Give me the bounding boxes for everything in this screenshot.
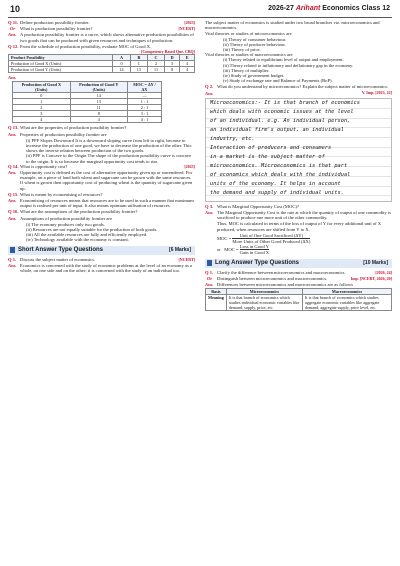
table-cell: —: [127, 93, 161, 99]
answer-13: [8, 132, 195, 137]
table-header-row: [13, 82, 162, 93]
handwritten-line: in a market is the subject matter of: [210, 153, 325, 160]
paragraph: Vital theories or studies of macroeconomics are: [205, 52, 293, 58]
table-cell: 3: [165, 61, 180, 67]
answer-label: Ans.: [205, 210, 214, 216]
formula-numerator: Unit of One Good Sacrificed (ΔY): [232, 233, 310, 239]
answer-14: [8, 170, 195, 191]
answer-text: A production possibility frontier is a curve, which shows alternative production possibilities of two goods that can be produced with given resources and techniques of production.: [20, 32, 194, 43]
answer-point: (ii) Resources are not equally suitable for the production of both goods.: [26, 227, 158, 233]
moc-table: [12, 81, 162, 123]
table-cell: 14: [113, 67, 130, 73]
section-heading-long-answer: [205, 259, 392, 268]
table-header-cell: C: [148, 55, 165, 61]
answer-label: Ans.: [8, 32, 17, 38]
difference-table: [205, 288, 392, 311]
table-cell: 4: [70, 117, 127, 123]
year-tag: [Competency Based Que. CBQ]: [141, 49, 195, 55]
table-header-cell: D: [165, 55, 180, 61]
answer-text: Properties of production possibility frontier are: [20, 131, 107, 137]
question-text: Define production possibility frontier.: [20, 20, 90, 25]
answer-point: (iii) All the available resources are fully and efficiently employed.: [26, 232, 148, 238]
question-15: [8, 192, 195, 197]
table-cell: 8: [70, 111, 127, 117]
list-item: (ii) Theory related to inflationary and deflationary gap in the economy.: [223, 62, 354, 68]
question-number: Q 15.: [8, 191, 19, 197]
moc-formula-alt: [217, 244, 392, 255]
table-header-cell: E: [180, 55, 195, 61]
handwritten-line: Interaction of producers and consumers: [210, 144, 332, 151]
answer-12: [8, 75, 195, 80]
table-cell: Meaning: [206, 295, 227, 311]
table-row: [206, 295, 392, 311]
paragraph: Thus, MOC is calculated in terms of the loss of output of Y for every additional unit of X produced, when resources are shifted from Y to X.: [217, 221, 382, 232]
answer-label: Ans.: [8, 131, 17, 137]
page-header: [0, 0, 400, 20]
moc-formula: [217, 233, 392, 244]
year-tag: Imp. [NCERT, 2026, 20]: [350, 275, 392, 281]
section-title: Long Answer Type Questions: [215, 259, 300, 266]
question-text: What is meant by economising of resources?: [20, 191, 103, 197]
pencil-icon: [207, 260, 212, 266]
table-cell: 3: [13, 111, 71, 117]
question-11: [8, 20, 195, 25]
table-cell: 3 : 1: [127, 111, 161, 117]
table-cell: 4 : 1: [127, 117, 161, 123]
answer-11: [8, 32, 195, 42]
question-number: Q 3.: [205, 203, 214, 209]
table-cell: 2: [148, 61, 165, 67]
year-tag: [NCERT]: [178, 26, 195, 32]
question-text: What is opportunity cost?: [20, 163, 68, 169]
table-cell: 2 : 1: [127, 105, 161, 111]
handwritten-line: units of the economy. It helps in account: [210, 180, 341, 187]
pencil-icon: [10, 247, 15, 253]
handwritten-line: industry, etc.: [210, 135, 255, 142]
handwritten-line: microeconomics. Microeconomics is that part: [210, 162, 348, 169]
question-number: Q 1.: [205, 269, 214, 275]
question-text: What are the assumptions of the production possibility frontier?: [20, 209, 138, 215]
table-cell: 2: [13, 105, 71, 111]
year-tag: [2023]: [184, 20, 195, 25]
list-item: (v) Study of exchange rate and Balance of Payments (BoP).: [223, 78, 333, 84]
or-label: Or: [10, 26, 16, 32]
table-cell: 0: [113, 61, 130, 67]
answer-text: Economics is concerned with the study of economic problems at the level of an economy as a whole, on one side and on the other; it is concerned with the study of an individual too.: [20, 262, 192, 274]
table-cell: 1 : 1: [127, 99, 161, 105]
table-row: [13, 117, 162, 123]
table-header-cell: Macroeconomics: [303, 289, 392, 295]
question-text: What is production possibility frontier?: [20, 26, 93, 32]
table-cell: 1: [13, 99, 71, 105]
table-cell: 4: [13, 117, 71, 123]
formula-fraction: [240, 244, 269, 255]
formula-lhs: MOC =: [224, 247, 239, 253]
handwritten-line: of economics which deals with the individual: [210, 171, 351, 178]
table-header-cell: Microeconomics: [226, 289, 302, 295]
year-tag: [NCERT]: [178, 256, 195, 262]
short-answer-1: [8, 263, 195, 273]
table-cell: It is that branch of economics which studies aggregate economic variables like aggregate demand, aggregate supply, price level, etc.: [303, 295, 392, 311]
table-cell: 11: [148, 67, 165, 73]
answer-label: Ans.: [8, 262, 17, 268]
answer-label: Ans.: [8, 198, 17, 204]
brand-year: 2026-27: [268, 5, 294, 12]
formula-numerator: Loss in Good Y: [239, 244, 269, 250]
table-cell: 13: [130, 67, 147, 73]
question-3: [205, 204, 392, 209]
section-marks: [10 Marks]: [363, 259, 388, 266]
production-possibility-table: [8, 54, 195, 73]
handwritten-line: the demand and supply of individual units.: [210, 189, 344, 196]
paragraph: Vital theories or studies of microeconomics are: [205, 31, 292, 37]
subject-name: Economics: [322, 5, 360, 12]
paragraph: The subject matter of economics is studied under two broad branches viz. microeconomics and macroeconomics.: [205, 20, 380, 31]
answer-3: [205, 210, 392, 220]
question-text: From the schedule of production possibility, evaluate MOC of Good X.: [20, 43, 152, 49]
question-text: What do you understand by microeconomics? Explain the subject matter of microeconomics.: [217, 84, 389, 90]
formula-denominator: Gain in Good X: [239, 250, 270, 256]
question-text: Clarify the difference between microeconomics and macroeconomics.: [217, 269, 346, 275]
question-14: [8, 164, 195, 169]
answer-label: Ans.: [205, 90, 214, 96]
handwritten-line: which deals with economic issues at the level: [210, 108, 354, 115]
table-cell: 13: [70, 99, 127, 105]
year-tag: [2025]: [184, 163, 195, 169]
question-number: Q 11.: [8, 20, 19, 25]
question-number: Q 16.: [8, 209, 19, 215]
answer-label: Ans.: [8, 170, 17, 176]
page-number: 10: [10, 4, 21, 14]
answer-text: Economising of resources means that resources are to be used in such a manner that maximum output is realised per unit of input. It also means optimum utilisation of resources.: [20, 198, 194, 209]
answer-point: (i) PPF Slopes Downward It is a downward sloping curve from left to right, because to increase the production of one good, we have to decrease the production of the other. This shows the inverse relation between production of the two goods.: [26, 137, 192, 154]
question-13: [8, 125, 195, 130]
table-cell: Production of Good X (Units): [9, 61, 113, 67]
answer-point: (iv) Technology available with the economy is constant.: [26, 237, 129, 243]
question-number: Q 12.: [8, 43, 19, 49]
answer-point: (ii) PPF is Concave to the Origin The shape of the production possibility curve is concave to the origin. It is so because the marginal opportunity cost tends to rise.: [26, 153, 192, 164]
right-column: [205, 20, 392, 313]
answer-point: (i) The economy produces only two goods.: [26, 221, 105, 227]
or-label: Or: [207, 275, 213, 281]
table-cell: 14: [70, 93, 127, 99]
answer-16: [8, 216, 195, 221]
question-number: Q 13.: [8, 125, 19, 131]
long-answer-1: [205, 282, 392, 287]
brand-logo: Arihant: [295, 5, 321, 12]
table-header-cell: MOC = ΔY / ΔX: [127, 82, 161, 93]
list-item: (iv) Study of government budget.: [223, 73, 285, 79]
question-text: Distinguish between microeconomics and macroeconomics.: [217, 275, 328, 281]
answer-label: Ans.: [205, 282, 214, 288]
question-12: [8, 43, 195, 55]
question-text: What is Marginal Opportunity Cost (MOC)?: [217, 203, 299, 209]
formula-lhs: MOC =: [217, 235, 232, 241]
handwritten-line: of an individual. e.g. An individual person,: [210, 117, 351, 124]
table-cell: It is that branch of economics which studies individual economic variables like demand, supply, price, etc.: [226, 295, 302, 311]
table-header-cell: Production of Good X (Units): [13, 82, 71, 93]
answer-2: [205, 91, 392, 96]
table-cell: 1: [130, 61, 147, 67]
answer-text: The Marginal Opportunity Cost is the rate at which the quantity of output of one commodity is sacrificed to produce one more unit of the other commodity.: [217, 210, 391, 221]
table-header-cell: Basis: [206, 289, 227, 295]
answer-text: Opportunity cost is defined as the cost of alternative opportunity given up or surrendered. For example, on a piece of land both wheat and sugarcane can be grown with the same resources. If wheat is grown then opportunity cost of producing wheat is the quantity of sugarcane given up.: [20, 170, 193, 191]
section-heading-short-answer: [8, 246, 195, 255]
table-header-cell: B: [130, 55, 147, 61]
short-question-1: [8, 257, 195, 262]
question-text: What are the properties of production possibility frontier?: [20, 125, 127, 131]
table-cell: 4: [180, 61, 195, 67]
answer-text: Differences between microeconomics and macroeconomics are as follows: [217, 282, 354, 288]
year-tag: V. Imp. [2023, 22]: [361, 89, 392, 95]
table-cell: 0: [13, 93, 71, 99]
handwritten-line: Microeconomics:- It is that branch of economics: [210, 99, 360, 106]
question-number: Q 2.: [205, 84, 214, 90]
long-question-1-or: [205, 276, 392, 281]
table-header-cell: Production of Good Y (Units): [70, 82, 127, 93]
table-cell: 8: [165, 67, 180, 73]
table-cell: 4: [180, 67, 195, 73]
answer-text: Assumptions of production possibility frontier are: [20, 215, 112, 221]
year-tag: [2026, 24]: [375, 269, 392, 275]
list-item: (i) Theory of consumer behaviour.: [223, 36, 287, 42]
question-text: Discuss the subject matter of economics.: [20, 256, 96, 262]
table-header-cell: A: [113, 55, 130, 61]
header-rule: [8, 17, 392, 18]
handwritten-line: an individual firm's output, an individual: [210, 126, 344, 133]
table-cell: 11: [70, 105, 127, 111]
list-item: (iii) Theory of price.: [223, 47, 261, 53]
left-column: [8, 20, 195, 274]
list-item: (ii) Theory of producer behaviour.: [223, 41, 286, 47]
formula-fraction: [232, 233, 310, 244]
answer-label: Ans.: [8, 75, 17, 81]
table-row: [9, 67, 195, 73]
running-title: [268, 5, 390, 12]
answer-label: Ans.: [8, 215, 17, 221]
class-name: Class 12: [361, 5, 390, 12]
long-question-1: [205, 270, 392, 275]
list-item: (iii) Theory of multiplier.: [223, 67, 270, 73]
formula-denominator: More Units of Other Good Produced (ΔX): [232, 239, 311, 245]
question-number: Q 14.: [8, 163, 19, 169]
section-title: Short Answer Type Questions: [18, 246, 104, 253]
answer-15: [8, 198, 195, 208]
list-item: (i) Theory related to equilibrium level of output and employment.: [223, 57, 344, 63]
table-header-cell: Product Possibility: [9, 55, 113, 61]
question-11-or: [8, 26, 195, 31]
question-16: [8, 209, 195, 214]
handwritten-answer: [205, 98, 392, 202]
table-cell: Production of Good Y (Units): [9, 67, 113, 73]
formula-or: or: [217, 247, 221, 253]
question-number: Q 1.: [8, 256, 17, 262]
section-marks: [6 Marks]: [169, 246, 191, 253]
